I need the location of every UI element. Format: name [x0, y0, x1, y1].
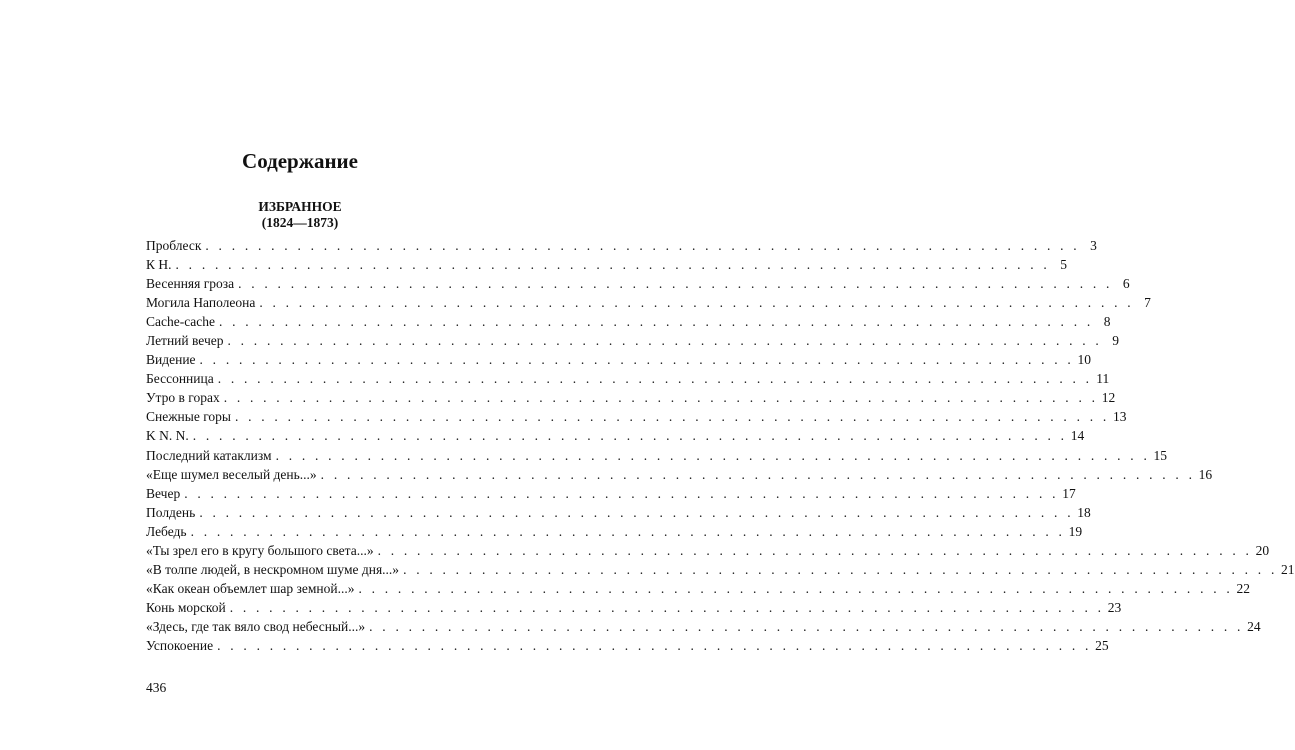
- toc-dot-leader: . . . . . . . . . . . . . . . . . . . . . . . . . . . . . . . . . . . . . . . . . . . . . . . . . . . . . . . . . . . . . . . . . . .: [175, 257, 1050, 273]
- toc-entry-page: 24: [1247, 618, 1261, 634]
- toc-entry-page: 21: [1281, 561, 1295, 577]
- toc-entry-title: Полдень: [146, 504, 196, 520]
- toc-entry-page: 18: [1077, 504, 1091, 520]
- toc-entry[interactable]: [146, 331, 1119, 350]
- toc-entry-page: 15: [1153, 447, 1168, 463]
- toc-entry[interactable]: [146, 617, 1261, 636]
- toc-entry[interactable]: [146, 579, 1250, 598]
- toc-entry[interactable]: [146, 465, 1213, 484]
- toc-entry[interactable]: [146, 350, 1092, 369]
- toc-entry-title: Конь морской: [146, 599, 226, 615]
- table-of-contents: [146, 236, 1295, 655]
- toc-entry-title: К Н.: [146, 257, 172, 273]
- toc-entry[interactable]: [146, 541, 1270, 560]
- toc-entry-title: Лебедь: [146, 523, 187, 539]
- toc-entry-title: Последний катаклизм: [146, 447, 272, 463]
- toc-entry[interactable]: [146, 293, 1151, 312]
- toc-entry-title: «Еще шумел веселый день...»: [146, 466, 317, 482]
- toc-dot-leader: . . . . . . . . . . . . . . . . . . . . . . . . . . . . . . . . . . . . . . . . . . . . . . . . . . . . . . . . . . . . . . . . . . .: [369, 618, 1244, 634]
- section-years: (1824—1873): [261, 215, 339, 230]
- toc-dot-leader: . . . . . . . . . . . . . . . . . . . . . . . . . . . . . . . . . . . . . . . . . . . . . . . . . . . . . . . . . . . . . . . . . . .: [223, 390, 1099, 406]
- toc-entry[interactable]: [146, 407, 1127, 426]
- toc-dot-leader: . . . . . . . . . . . . . . . . . . . . . . . . . . . . . . . . . . . . . . . . . . . . . . . . . . . . . . . . . . . . . . . . . . .: [238, 276, 1113, 292]
- toc-entry-title: Летний вечер: [146, 333, 224, 349]
- toc-entry[interactable]: [146, 484, 1076, 503]
- toc-entry-page: 19: [1068, 523, 1083, 539]
- toc-dot-leader: . . . . . . . . . . . . . . . . . . . . . . . . . . . . . . . . . . . . . . . . . . . . . . . . . . . . . . . . . . . . . . . . . . .: [190, 523, 1066, 539]
- toc-entry[interactable]: [146, 503, 1091, 522]
- toc-entry-title: Снежные горы: [146, 409, 231, 425]
- toc-dot-leader: . . . . . . . . . . . . . . . . . . . . . . . . . . . . . . . . . . . . . . . . . . . . . . . . . . . . . . . . . . . . . . . . . . .: [358, 580, 1233, 596]
- page-number: 436: [146, 680, 167, 695]
- toc-entry-page: 20: [1255, 542, 1270, 558]
- toc-entry[interactable]: [146, 560, 1295, 579]
- toc-dot-leader: . . . . . . . . . . . . . . . . . . . . . . . . . . . . . . . . . . . . . . . . . . . . . . . . . . . . . . . . . . . . . . . . . . .: [184, 485, 1059, 501]
- toc-entry-title: Видение: [146, 352, 196, 368]
- toc-dot-leader: . . . . . . . . . . . . . . . . . . . . . . . . . . . . . . . . . . . . . . . . . . . . . . . . . . . . . . . . . . . . . . . . . . .: [227, 333, 1102, 349]
- toc-dot-leader: . . . . . . . . . . . . . . . . . . . . . . . . . . . . . . . . . . . . . . . . . . . . . . . . . . . . . . . . . . . . . . . . . . .: [218, 314, 1094, 330]
- toc-entry-page: 3: [1090, 238, 1097, 253]
- toc-dot-leader: . . . . . . . . . . . . . . . . . . . . . . . . . . . . . . . . . . . . . . . . . . . . . . . . . . . . . . . . . . . . . . . . . . .: [192, 428, 1068, 444]
- toc-entry-page: 14: [1070, 428, 1085, 444]
- section-title: ИЗБРАННОЕ: [258, 199, 342, 214]
- toc-entry[interactable]: [146, 636, 1109, 655]
- toc-dot-leader: . . . . . . . . . . . . . . . . . . . . . . . . . . . . . . . . . . . . . . . . . . . . . . . . . . . . . . . . . . . . . . . . . . .: [275, 447, 1151, 463]
- toc-entry-page: 13: [1112, 409, 1127, 425]
- toc-entry-title: Весенняя гроза: [146, 276, 235, 292]
- toc-entry[interactable]: [146, 446, 1168, 465]
- toc-entry[interactable]: [146, 312, 1111, 331]
- toc-entry-title: «В толпе людей, в нескромном шуме дня...»: [146, 561, 400, 577]
- toc-entry-title: K N. N.: [146, 428, 189, 444]
- toc-entry[interactable]: [146, 388, 1116, 407]
- toc-entry[interactable]: [146, 236, 1097, 255]
- toc-entry-title: «Здесь, где так вяло свод небесный...»: [146, 618, 366, 634]
- toc-entry-title: Бессонница: [146, 371, 214, 387]
- page-heading: Содержание: [242, 149, 358, 173]
- toc-entry-title: Утро в горах: [146, 390, 220, 406]
- toc-entry-page: 25: [1095, 637, 1109, 653]
- toc-entry[interactable]: [146, 255, 1067, 274]
- toc-dot-leader: . . . . . . . . . . . . . . . . . . . . . . . . . . . . . . . . . . . . . . . . . . . . . . . . . . . . . . . . . . . . . . . . . . .: [199, 352, 1075, 368]
- toc-entry-page: 17: [1062, 485, 1076, 501]
- toc-entry-title: Успокоение: [146, 637, 214, 653]
- toc-dot-leader: . . . . . . . . . . . . . . . . . . . . . . . . . . . . . . . . . . . . . . . . . . . . . . . . . . . . . . . . . . . . . . . . . . .: [205, 238, 1080, 253]
- toc-entry-page: 23: [1107, 599, 1122, 615]
- toc-entry-page: 10: [1077, 352, 1092, 368]
- toc-dot-leader: . . . . . . . . . . . . . . . . . . . . . . . . . . . . . . . . . . . . . . . . . . . . . . . . . . . . . . . . . . . . . . . . . . .: [403, 561, 1278, 577]
- toc-entry[interactable]: [146, 369, 1110, 388]
- toc-entry-title: «Ты зрел его в кругу большого света...»: [146, 542, 374, 558]
- toc-entry-title: Cache-cache: [146, 314, 215, 330]
- toc-entry[interactable]: [146, 598, 1122, 617]
- toc-entry[interactable]: [146, 522, 1083, 541]
- toc-entry[interactable]: [146, 426, 1085, 445]
- toc-entry-title: Проблеск: [146, 238, 202, 253]
- toc-entry-page: 12: [1101, 390, 1116, 406]
- toc-entry-page: 6: [1122, 276, 1130, 292]
- toc-entry-title: Могила Наполеона: [146, 295, 256, 311]
- toc-entry-title: Вечер: [146, 485, 181, 501]
- toc-entry-page: 7: [1144, 295, 1151, 311]
- toc-entry-page: 5: [1060, 257, 1067, 273]
- toc-dot-leader: . . . . . . . . . . . . . . . . . . . . . . . . . . . . . . . . . . . . . . . . . . . . . . . . . . . . . . . . . . . . . . . . . . .: [199, 504, 1074, 520]
- toc-dot-leader: . . . . . . . . . . . . . . . . . . . . . . . . . . . . . . . . . . . . . . . . . . . . . . . . . . . . . . . . . . . . . . . . . . .: [377, 542, 1253, 558]
- toc-dot-leader: . . . . . . . . . . . . . . . . . . . . . . . . . . . . . . . . . . . . . . . . . . . . . . . . . . . . . . . . . . . . . . . . . . .: [259, 295, 1134, 311]
- toc-dot-leader: . . . . . . . . . . . . . . . . . . . . . . . . . . . . . . . . . . . . . . . . . . . . . . . . . . . . . . . . . . . . . . . . . . .: [320, 466, 1196, 482]
- toc-entry-page: 16: [1198, 466, 1213, 482]
- toc-entry-page: 9: [1112, 333, 1119, 349]
- toc-entry-page: 8: [1103, 314, 1111, 330]
- toc-dot-leader: . . . . . . . . . . . . . . . . . . . . . . . . . . . . . . . . . . . . . . . . . . . . . . . . . . . . . . . . . . . . . . . . . . .: [217, 371, 1093, 387]
- toc-entry-title: «Как океан объемлет шар земной...»: [146, 580, 355, 596]
- toc-dot-leader: . . . . . . . . . . . . . . . . . . . . . . . . . . . . . . . . . . . . . . . . . . . . . . . . . . . . . . . . . . . . . . . . . . .: [217, 637, 1092, 653]
- toc-entry-page: 11: [1096, 371, 1110, 387]
- toc-dot-leader: . . . . . . . . . . . . . . . . . . . . . . . . . . . . . . . . . . . . . . . . . . . . . . . . . . . . . . . . . . . . . . . . . . .: [234, 409, 1110, 425]
- toc-dot-leader: . . . . . . . . . . . . . . . . . . . . . . . . . . . . . . . . . . . . . . . . . . . . . . . . . . . . . . . . . . . . . . . . . . .: [229, 599, 1105, 615]
- toc-entry-page: 22: [1236, 580, 1250, 596]
- toc-entry[interactable]: [146, 274, 1130, 293]
